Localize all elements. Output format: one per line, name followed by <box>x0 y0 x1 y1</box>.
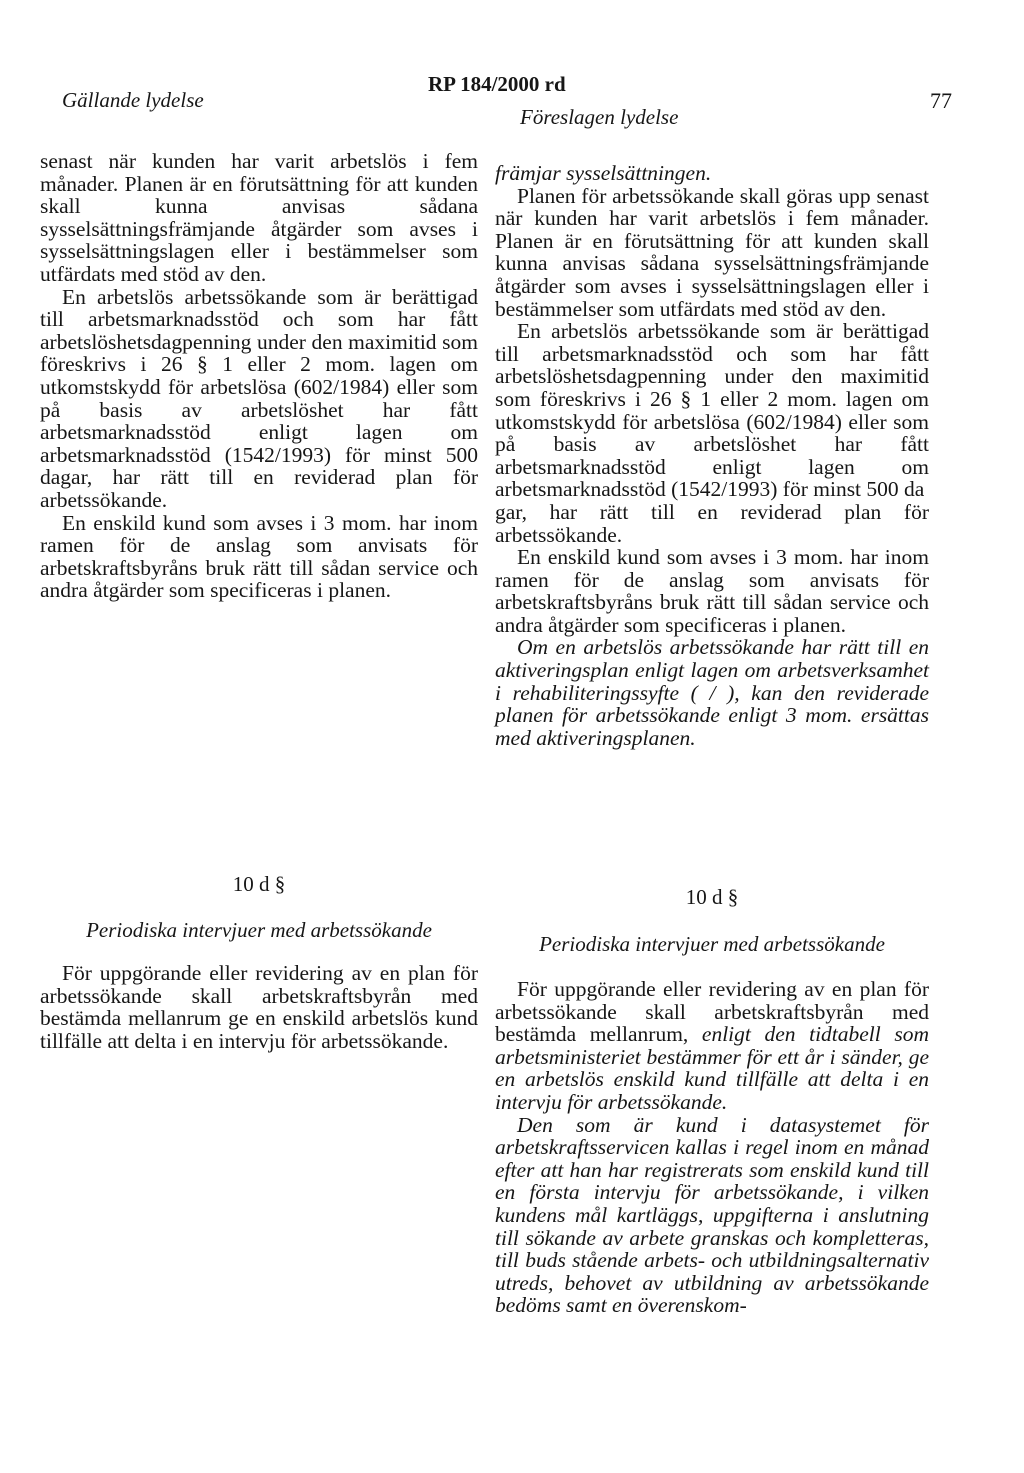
paragraph-italic: enligt den tidtabell som arbetsministeriet bestämmer för ett år i sänder, ge en arbetslös enskild kund tillfälle att delta i en intervju för arbetssökande. <box>495 1022 929 1114</box>
left-column-text <box>40 150 478 602</box>
paragraph: gar, har rätt till en reviderad plan för arbetssökande. <box>495 499 929 547</box>
left-section-text <box>40 962 478 1052</box>
section-title: Periodiska intervjuer med arbetssökande <box>539 932 885 956</box>
paragraph: En enskild kund som avses i 3 mom. har inom ramen för de anslag som anvisats för arbetskraftsbyråns bruk rätt till sådan service och andra åtgärder som specificeras i planen. <box>40 510 478 603</box>
section-title: Periodiska intervjuer med arbetssökande <box>86 918 432 942</box>
paragraph: senast när kunden har varit arbetslös i fem månader. Planen är en förutsättning för att kunden skall kunna anvisas sådana sysselsättningsfrämjande åtgärder som avses i sysselsättningslagen eller i bestämmelser som utfärdats med stöd av den. <box>40 149 478 286</box>
proposed-wording-label: Föreslagen lydelse <box>520 105 679 129</box>
paragraph: Planen för arbetssökande skall göras upp senast när kunden har varit arbetslös i fem månader. Planen är en förutsättning för att kunden skall kunna anvisas sådana sysselsättningsfrämjande åtgärder som avses i sysselsättningslagen eller i bestämmelser som utfärdats med stöd av den. <box>495 183 929 321</box>
paragraph-normal: För uppgörande eller revidering av en plan för arbetssökande skall arbetskraftsbyrån med bestämda mellanrum, <box>495 977 929 1047</box>
page-number: 77 <box>930 88 952 113</box>
paragraph: främjar sysselsättningen. <box>495 161 712 185</box>
document-id: RP 184/2000 rd <box>428 72 566 96</box>
paragraph <box>495 978 929 1114</box>
section-number: 10 d § <box>232 872 286 896</box>
paragraph: En arbetslös arbetssökande som är berättigad till arbetsmarknadsstöd och som har fått arbetslöshetsdagpenning under den maximitid som föreskrivs i 26 § 1 eller 2 mom. lagen om utkomstskydd för arbetslösa (602/1984) eller som på basis av arbetslöshet har fått arbetsmarknadsstöd enligt lagen om arbetsmarknadsstöd (1542/1993) för minst 500 dagar, har rätt till en reviderad plan för arbetssökande. <box>40 284 478 512</box>
paragraph: Om en arbetslös arbetssökande har rätt till en aktiveringsplan enligt lagen om arbetsverksamhet i rehabiliteringssyfte ( / ), kan den reviderade planen för arbetssökande enligt 3 mom. ersättas med aktiveringsplanen. <box>495 635 929 750</box>
paragraph: För uppgörande eller revidering av en plan för arbetssökande skall arbetskraftsbyrån med bestämda mellanrum ge en enskild arbetslös kund tillfälle att delta i en intervju för arbetssökande. <box>40 961 478 1053</box>
paragraph: En enskild kund som avses i 3 mom. har inom ramen för de anslag som anvisats för arbetskraftsbyråns bruk rätt till sådan service och andra åtgärder som specificeras i planen. <box>495 545 929 637</box>
right-section-text <box>495 978 929 1317</box>
right-column-text <box>495 162 929 749</box>
paragraph: En arbetslös arbetssökande som är berättigad till arbetsmarknadsstöd och som har fått arbetslöshetsdagpenning under den maximitid som föreskrivs i 26 § 1 eller 2 mom. lagen om utkomstskydd för arbetslösa (602/1984) eller som på basis av arbetslöshet har fått arbetsmarknadsstöd enligt lagen om arbetsmarknadsstöd (1542/1993) för minst 500 da <box>495 319 929 502</box>
section-number: 10 d § <box>685 885 739 909</box>
current-wording-label: Gällande lydelse <box>62 88 204 112</box>
paragraph: Den som är kund i datasystemet för arbetskraftsservicen kallas i regel inom en månad efter att han har registrerats som enskild kund till en första intervju för arbetssökande, i vilken kundens mål kartläggs, uppgifterna i anslutning till sökande av arbete granskas och kompletteras, till buds stående arbets- och utbildningsalternativ utreds, behovet av utbildning av arbetssökande bedöms samt en överenskom- <box>495 1112 929 1318</box>
